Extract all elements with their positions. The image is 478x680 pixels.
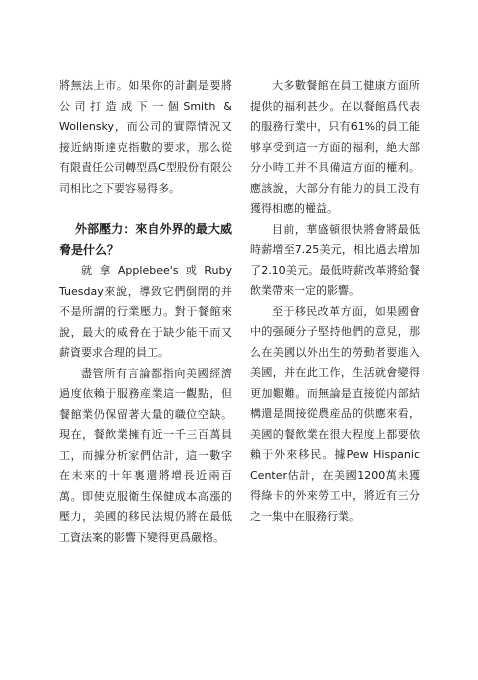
right-paragraph-3: 至于移民改革方面，如果國會中的强硬分子堅持他們的意見，那么在美國以外出生的勞動者要進入美國，并在此工作，生活就會變得更加艱難。而無論是直接從内部結構還是間接從農産品的供應來看，美國的餐飲業在很大程度上都要依賴于外來移民。據Pew Hispanic Center估計，在美國1200萬未獲得綠卡的外來勞工中，將近有三分之一集中在服務行業。 xyxy=(250,304,420,523)
section-heading: 外部壓力：來自外界的最大威脅是什么？ xyxy=(59,222,232,257)
left-column xyxy=(59,76,232,548)
left-paragraph-1: 將無法上市。如果你的計劃是要將公司打造成下一個Smith & Wollensky，而公司的實際情況又接近納斯達克指數的要求，那么從有限責任公司轉型爲C型股份有限公司相比之下要容易得多。 xyxy=(59,79,232,195)
right-paragraph-2: 目前，華盛頓很快將會將最低時薪增至7.25美元，相比過去增加了2.10美元。最低時薪改革將給餐飲業帶來一定的影響。 xyxy=(250,222,420,297)
left-paragraph-3: 盡管所有言論都指向美國經濟過度依賴于服務産業這一觀點，但餐館業仍保留著大量的職位空缺。現在，餐飲業擁有近一千三百萬員工，而據分析家們估計，這一數字在未來的十年裏還將增長近兩百萬。即使克服衛生保健成本高漲的壓力，美國的移民法規仍將在最低工資法案的影響下變得更爲嚴格。 xyxy=(59,366,232,544)
left-paragraph-2: 就拿Applebee's或Ruby Tuesday來說，導致它們倒閉的并不是所謂的行業壓力。對于餐館來說，最大的威脅在于缺少能干而又薪資要求合理的員工。 xyxy=(59,264,232,359)
right-paragraph-1: 大多數餐館在員工健康方面所提供的福利甚少。在以餐館爲代表的服務行業中，只有61%的員工能够享受到這一方面的福利，絶大部分小時工并不具備這方面的權利。應該說，大部分有能力的員工没有獲得相應的權益。 xyxy=(250,79,420,215)
right-column xyxy=(250,76,420,527)
